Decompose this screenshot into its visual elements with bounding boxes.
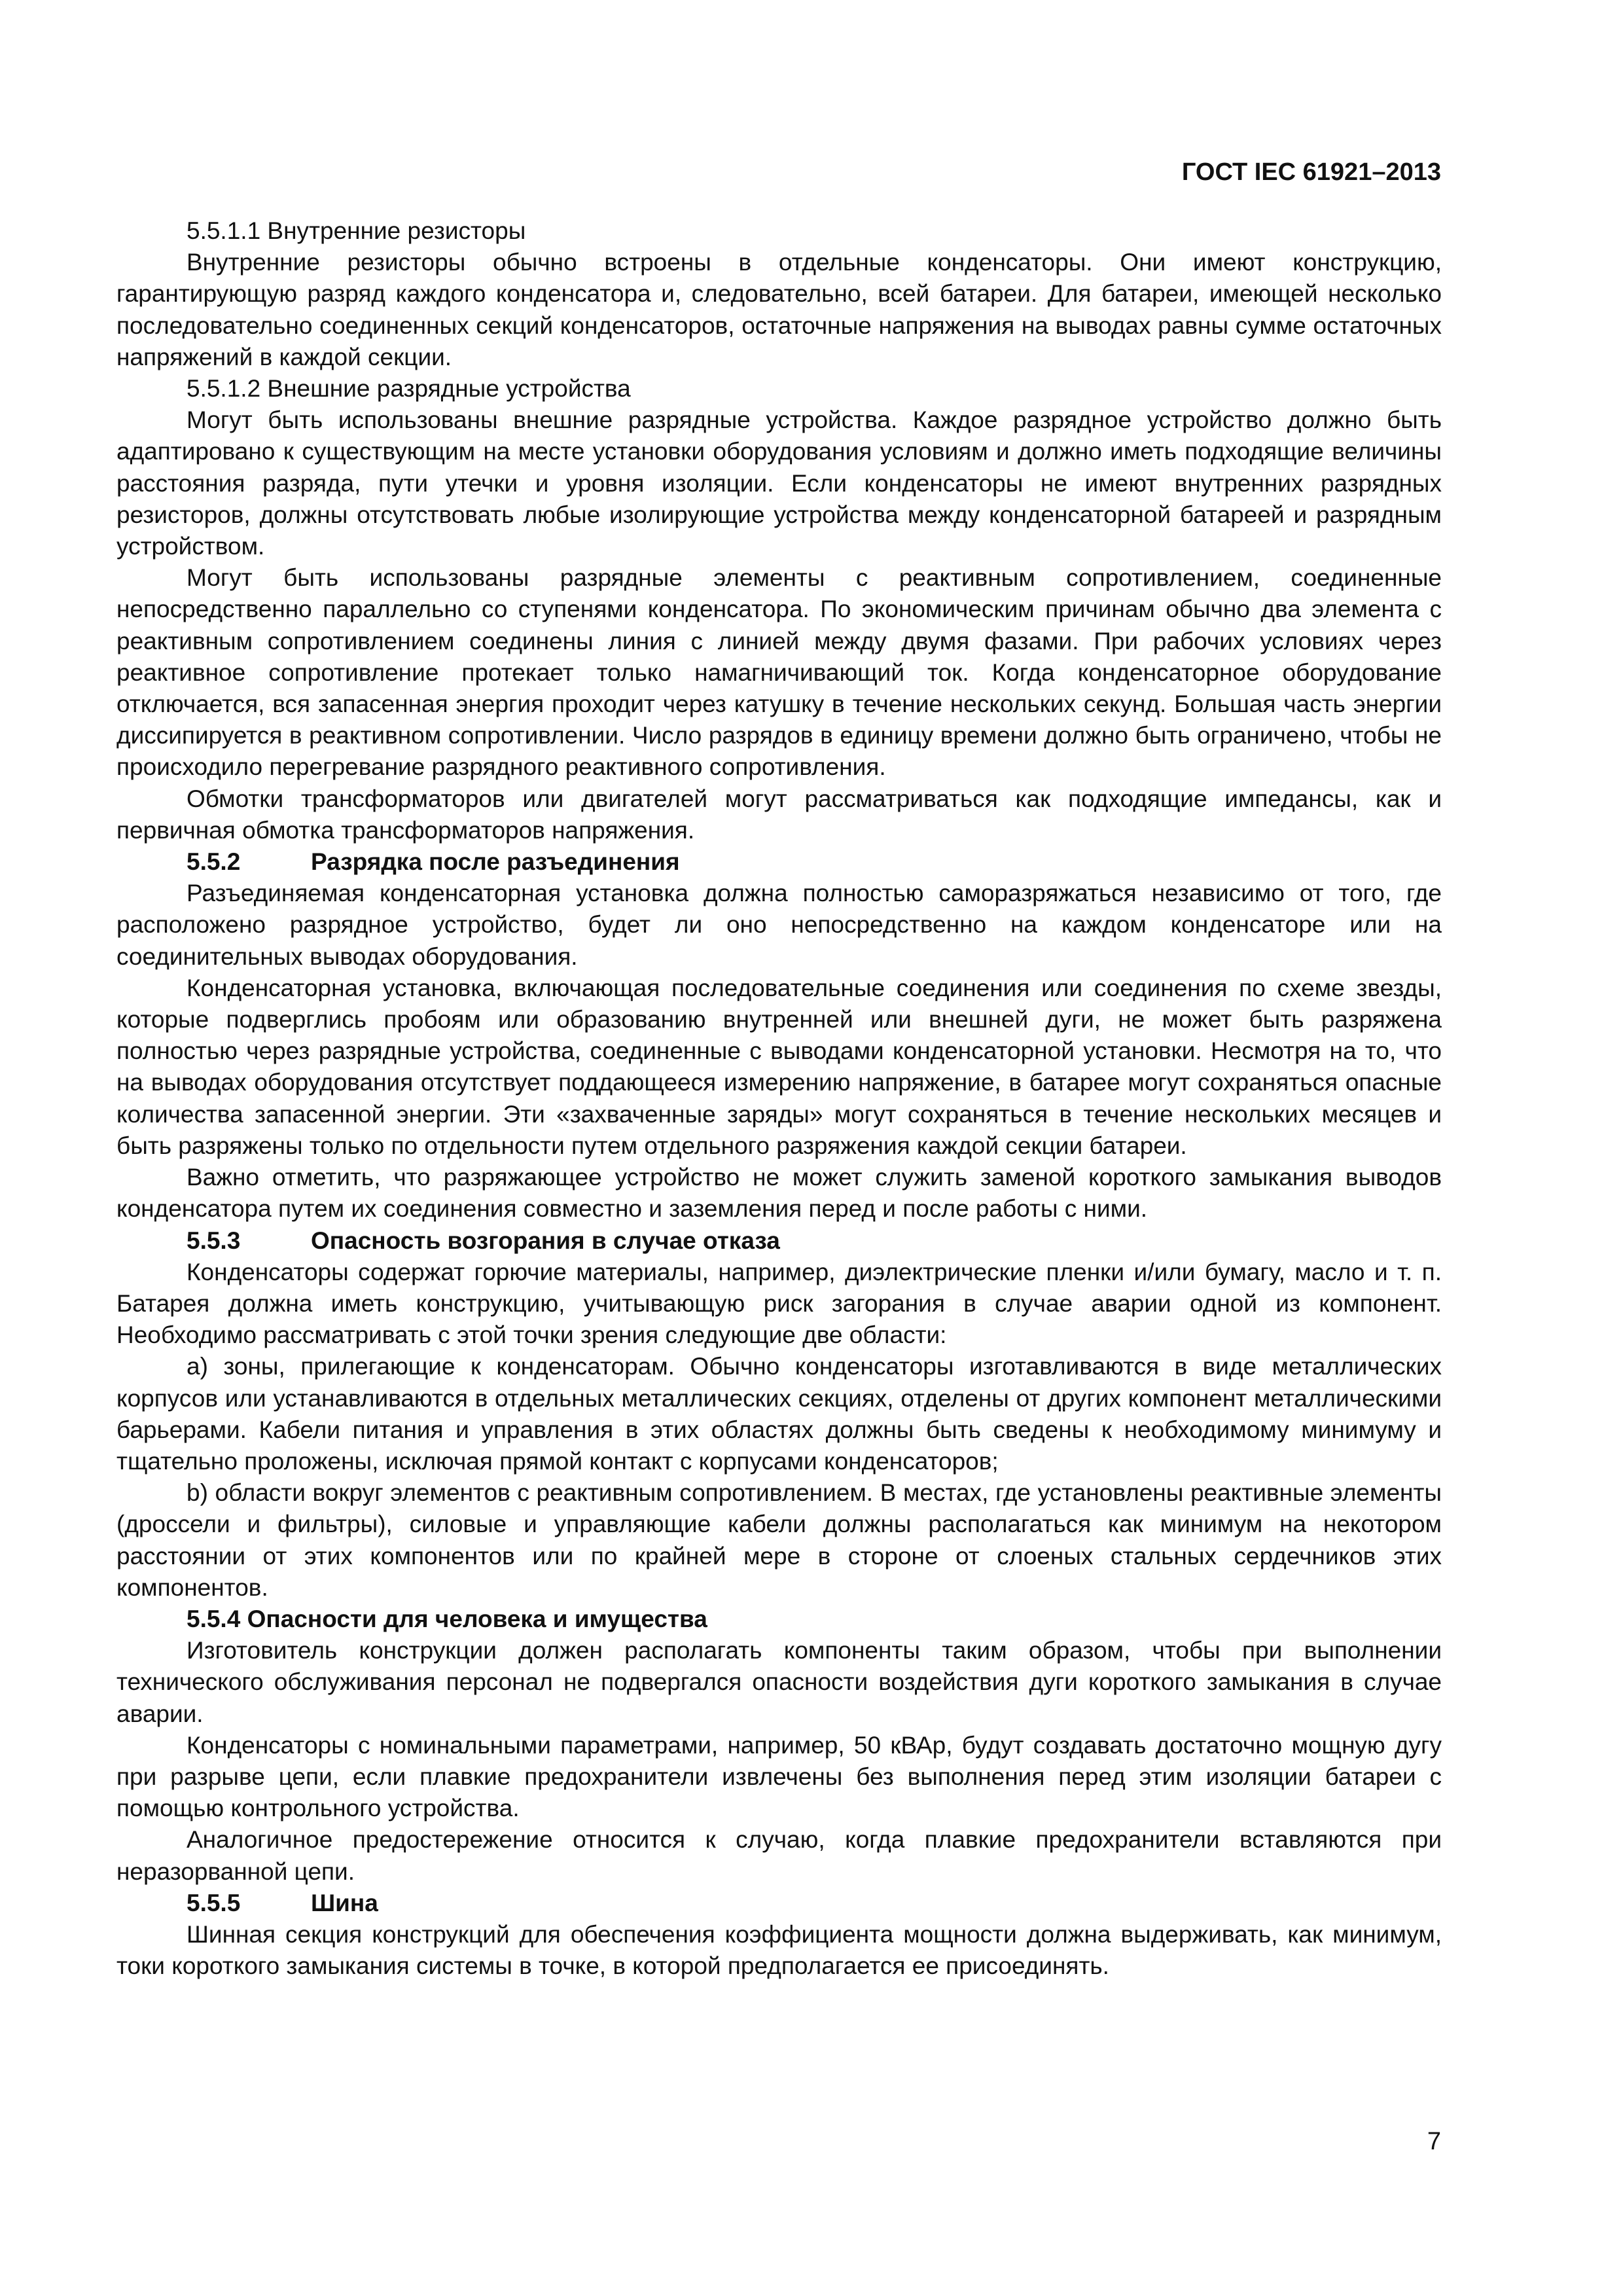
section-number: 5.5.2 bbox=[187, 848, 241, 876]
section-heading bbox=[116, 1604, 1442, 1635]
section-heading bbox=[116, 1225, 1442, 1257]
paragraph: Обмотки трансформаторов или двигателей могут рассматриваться как подходящие импедансы, как и первичная обмотка трансформаторов напряжения. bbox=[116, 785, 1442, 844]
section-number: 5.5.5 bbox=[187, 1889, 241, 1916]
paragraph: Конденсаторы с номинальными параметрами, например, 50 кВАр, будут создавать достаточно мощную дугу при разрыве цепи, если плавкие предохранители извлечены без выполнения перед этим изоляции батареи с помощью контрольного устройства. bbox=[116, 1731, 1442, 1822]
section-number: 5.5.3 bbox=[187, 1227, 241, 1254]
subsection-heading: 5.5.1.1 Внутренние резисторы bbox=[187, 217, 526, 244]
page-number: 7 bbox=[1427, 2128, 1441, 2155]
paragraph: Внутренние резисторы обычно встроены в отдельные конденсаторы. Они имеют конструкцию, гарантирующую разряд каждого конденсатора и, следовательно, всей батареи. Для батареи, имеющей несколько последовательно соединенных секций конденсаторов, остаточные напряжения на выводах равны сумме остаточных напряжений в каждой секции. bbox=[116, 249, 1442, 370]
paragraph: a) зоны, прилегающие к конденсаторам. Обычно конденсаторы изготавливаются в виде металлических корпусов или устанавливаются в отдельных металлических секциях, отделены от других компонент металлическими барьерами. Кабели питания и управления в этих областях должны быть сведены к необходимому минимуму и тщательно проложены, исключая прямой контакт с корпусами конденсаторов; bbox=[116, 1353, 1442, 1475]
paragraph: Шинная секция конструкций для обеспечения коэффициента мощности должна выдерживать, как минимум, токи короткого замыкания системы в точке, в которой предполагается ее присоединять. bbox=[116, 1920, 1442, 1980]
section-title: Шина bbox=[311, 1889, 378, 1916]
standard-header: ГОСТ IEC 61921–2013 bbox=[1181, 158, 1441, 186]
section-title: Опасность возгорания в случае отказа bbox=[311, 1227, 780, 1254]
section-heading bbox=[116, 846, 1442, 878]
section-heading bbox=[116, 1888, 1442, 1919]
paragraph: Могут быть использованы разрядные элементы с реактивным сопротивлением, соединенные непосредственно параллельно со ступенями конденсатора. По экономическим причинам обычно два элемента с реактивным сопротивлением соединены линия с линией между двумя фазами. При рабочих условиях через реактивное сопротивление протекает только намагничивающий ток. Когда конденсаторное оборудование отключается, вся запасенная энергия проходит через катушку в течение нескольких секунд. Большая часть энергии диссипируется в реактивном сопротивлении. Число разрядов в единицу времени должно быть ограничено, чтобы не происходило перегревание разрядного реактивного сопротивления. bbox=[116, 564, 1442, 781]
document-body bbox=[116, 215, 1442, 1982]
paragraph: Важно отметить, что разряжающее устройство не может служить заменой короткого замыкания выводов конденсатора путем их соединения совместно и заземления перед и после работы с ними. bbox=[116, 1164, 1442, 1223]
paragraph: Конденсаторы содержат горючие материалы, например, диэлектрические пленки и/или бумагу, масло и т. п. Батарея должна иметь конструкцию, учитывающую риск загорания в случае аварии одной из компонент. Необходимо рассматривать с этой точки зрения следующие две области: bbox=[116, 1258, 1442, 1349]
section-title: Разрядка после разъединения bbox=[311, 848, 680, 876]
paragraph: Конденсаторная установка, включающая последовательные соединения или соединения по схеме звезды, которые подверглись пробоям или образованию внутренней или внешней дуги, не может быть разряжена полностью через разрядные устройства, соединенные с выводами конденсаторной установки. Несмотря на то, что на выводах оборудования отсутствует поддающееся измерению напряжение, в батарее могут сохраняться опасные количества запасенной энергии. Эти «захваченные заряды» могут сохраняться в течение нескольких месяцев и быть разряжены только по отдельности путем отдельного разряжения каждой секции батареи. bbox=[116, 974, 1442, 1159]
paragraph: Изготовитель конструкции должен располагать компоненты таким образом, чтобы при выполнении технического обслуживания персонал не подвергался опасности воздействия дуги короткого замыкания в случае аварии. bbox=[116, 1637, 1442, 1727]
paragraph: Могут быть использованы внешние разрядные устройства. Каждое разрядное устройство должно быть адаптировано к существующим на месте установки оборудования условиям и должно иметь подходящие величины расстояния разряда, пути утечки и уровня изоляции. Если конденсаторы не имеют внутренних разрядных резисторов, должны отсутствовать любые изолирующие устройства между конденсаторной батареей и разрядным устройством. bbox=[116, 406, 1442, 560]
subsection-heading: 5.5.1.2 Внешние разрядные устройства bbox=[187, 375, 631, 403]
section-title: 5.5.4 Опасности для человека и имущества bbox=[187, 1605, 707, 1632]
paragraph: b) области вокруг элементов с реактивным сопротивлением. В местах, где установлены реактивные элементы (дроссели и фильтры), силовые и управляющие кабели должны располагаться как минимум на некотором расстоянии от этих компонентов или по крайней мере в стороне от слоеных стальных сердечников этих компонентов. bbox=[116, 1479, 1442, 1601]
paragraph: Разъединяемая конденсаторная установка должна полностью саморазряжаться независимо от того, где расположено разрядное устройство, будет ли оно непосредственно на каждом конденсаторе или на соединительных выводах оборудования. bbox=[116, 880, 1442, 970]
paragraph: Аналогичное предостережение относится к случаю, когда плавкие предохранители вставляются при неразорванной цепи. bbox=[116, 1826, 1442, 1885]
